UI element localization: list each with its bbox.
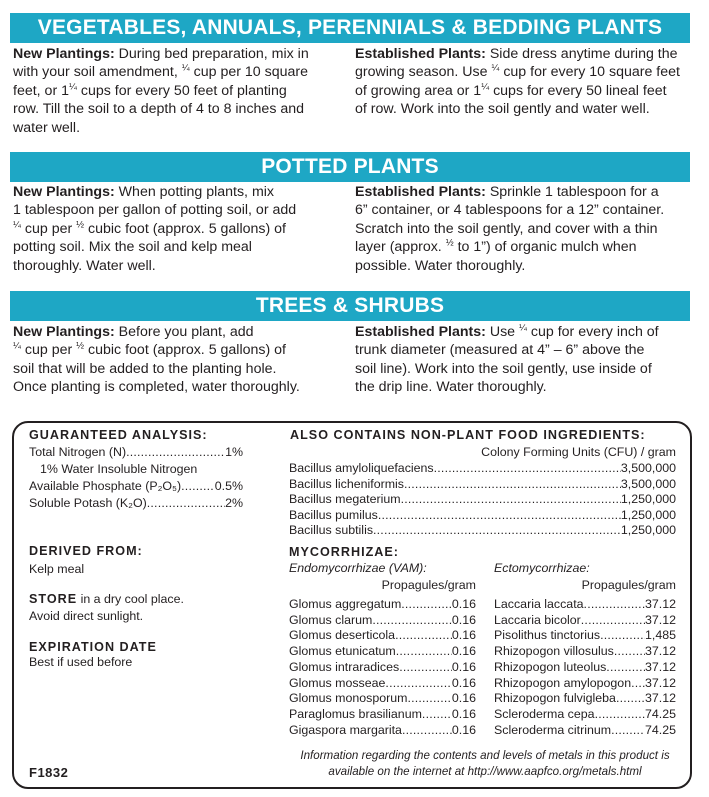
bacteria-row: Bacillus pumilus ..... 1,250,000	[289, 508, 676, 523]
analysis-sub-note: 1% Water Insoluble Nitrogen	[40, 462, 198, 476]
potted-established-plants: Established Plants: Sprinkle 1 tablespoon for a 6” container, or 4 tablespoons for a 12” container. Scratch into the soil gently, and cover with a thin layer (approx. $^{\frac{1}{2}}$ to 1”) of organic mulch when possible. Water thoroughly.	[355, 184, 665, 274]
analysis-row-phosphate: Available Phosphate (P₂O₅) ..... 0.5%	[29, 479, 243, 494]
bacteria-row: Bacillus megaterium ..... 1,250,000	[289, 492, 676, 507]
endo-row: Glomus mosseae ..... 0.16	[289, 676, 476, 691]
vegetables-new-plantings: New Plantings: During bed preparation, mix in with your soil amendment, $^{\frac{1}{4}}$ cup per 10 square feet, or $1^{\frac{1}{4}}$ cups for every 50 feet of planting row. Till the soil to a depth of 4 to 8 inches and water well.	[13, 46, 309, 136]
expiration-heading: EXPIRATION DATE	[29, 640, 157, 654]
ecto-row: Rhizopogon fulvigleba ..... 37.12	[494, 691, 676, 706]
derived-from-heading: DERIVED FROM:	[29, 544, 143, 558]
endo-row: Glomus aggregatum ..... 0.16	[289, 597, 476, 612]
metals-info-line2: available on the internet at http://www.aapfco.org/metals.html	[328, 765, 642, 778]
trees-established-plants: Established Plants: Use $^{\frac{1}{4}}$ cup for every inch of trunk diameter (measured at 4” – 6” above the soil line). Work into the soil gently, use inside of the drip line. Water thoroughly.	[355, 322, 659, 396]
derived-from-text: Kelp meal	[29, 562, 85, 576]
ecto-row: Rhizopogon luteolus ..... 37.12	[494, 660, 676, 675]
section-banner-vegetables: VEGETABLES, ANNUALS, PERENNIALS & BEDDING PLANTS	[10, 13, 690, 43]
endo-row: Paraglomus brasilianum ..... 0.16	[289, 707, 476, 722]
bacteria-row: Bacillus licheniformis ..... 3,500,000	[289, 477, 676, 492]
endo-label: Endomycorrhizae (VAM):	[289, 561, 427, 575]
vegetables-established-plants: Established Plants: Side dress anytime during the growing season. Use $^{\frac{1}{4}}$ cup for every 10 square feet of growing area or $1^{\frac{1}{4}}$ cups for every 50 lineal feet of row. Work into the soil gently and water well.	[355, 46, 680, 118]
guaranteed-analysis-heading: GUARANTEED ANALYSIS:	[29, 428, 208, 442]
ecto-propagules-label: Propagules/gram	[581, 578, 676, 592]
endo-row: Gigaspora margarita ..... 0.16	[289, 723, 476, 738]
ecto-row: Scleroderma cepa ..... 74.25	[494, 707, 676, 722]
store-instructions-2: Avoid direct sunlight.	[29, 609, 144, 623]
endo-row: Glomus deserticola ..... 0.16	[289, 628, 476, 643]
ecto-row: Rhizopogon villosulus ..... 37.12	[494, 644, 676, 659]
ecto-row: Rhizopogon amylopogon ..... 37.12	[494, 676, 676, 691]
section-banner-trees: TREES & SHRUBS	[10, 291, 690, 321]
ecto-row: Pisolithus tinctorius ..... 1,485	[494, 628, 676, 643]
ecto-row: Scleroderma citrinum ..... 74.25	[494, 723, 676, 738]
endo-row: Glomus clarum ..... 0.16	[289, 613, 476, 628]
product-code: F1832	[29, 765, 69, 780]
endo-propagules-label: Propagules/gram	[381, 578, 476, 592]
section-banner-potted: POTTED PLANTS	[10, 152, 690, 182]
potted-new-plantings: New Plantings: When potting plants, mix 1 tablespoon per gallon of potting soil, or add $^{\frac{1}{4}}$ cup per $^{\frac{1}{2}}$ cubic foot (approx. 5 gallons) of potting soil. Mix the soil and kelp meal thoroughly. Water well.	[13, 184, 297, 274]
expiration-text: Best if used before	[29, 655, 133, 669]
store-instructions: STORE in a dry cool place.	[29, 592, 184, 606]
analysis-row-nitrogen: Total Nitrogen (N) ..... 1%	[29, 445, 243, 460]
bacteria-row: Bacillus subtilis ..... 1,250,000	[289, 523, 676, 538]
cfu-unit-label: Colony Forming Units (CFU) / gram	[481, 445, 676, 459]
mycorrhizae-heading: MYCORRHIZAE:	[289, 545, 399, 559]
endo-row: Glomus intraradices ..... 0.16	[289, 660, 476, 675]
analysis-row-potash: Soluble Potash (K₂O) ..... 2%	[29, 496, 243, 511]
metals-info-line1: Information regarding the contents and levels of metals in this product is	[300, 749, 670, 762]
endo-row: Glomus monosporum ..... 0.16	[289, 691, 476, 706]
bacteria-row: Bacillus amyloliquefaciens ..... 3,500,000	[289, 461, 676, 476]
trees-new-plantings: New Plantings: Before you plant, add $^{\frac{1}{4}}$ cup per $^{\frac{1}{2}}$ cubic foot (approx. 5 gallons) of soil that will be added to the planting hole. Once planting is completed, water thoroughly.	[13, 324, 300, 396]
ecto-row: Laccaria bicolor ..... 37.12	[494, 613, 676, 628]
ingredients-heading: ALSO CONTAINS NON-PLANT FOOD INGREDIENTS:	[290, 428, 646, 442]
ecto-label: Ectomycorrhizae:	[494, 561, 590, 575]
endo-row: Glomus etunicatum ..... 0.16	[289, 644, 476, 659]
ecto-row: Laccaria laccata ..... 37.12	[494, 597, 676, 612]
